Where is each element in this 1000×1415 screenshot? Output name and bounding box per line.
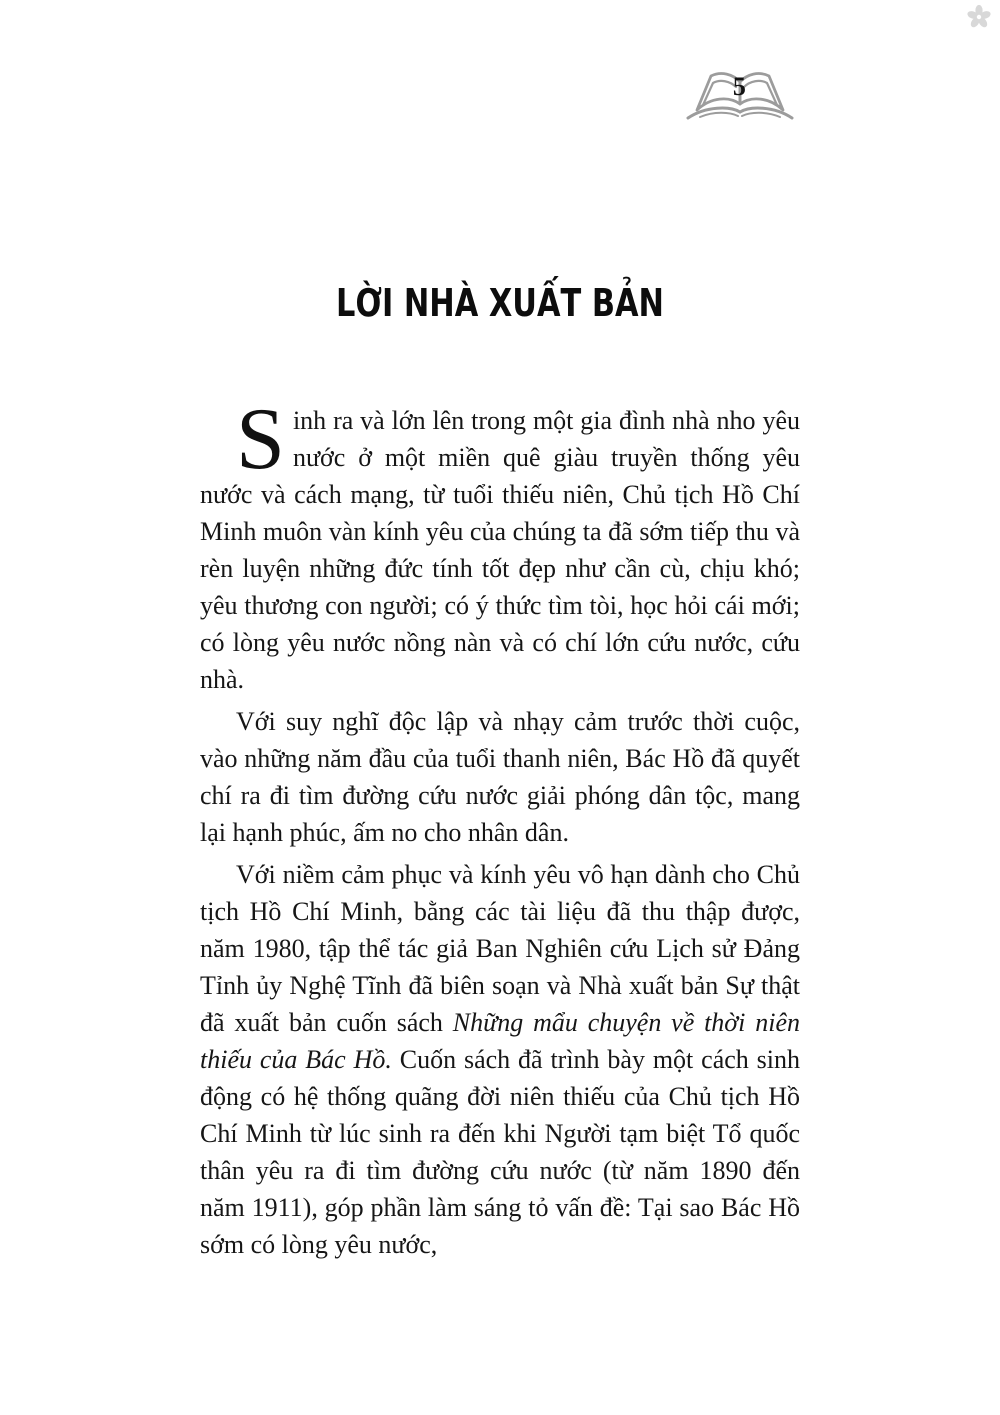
text-run: Với suy nghĩ độc lập và nhạy cảm trước thời cuộc, vào những năm đầu của tuổi thanh niên, Bác Hồ đã quyết chí ra đi tìm đường cứu nước giải phóng dân tộc, mang lại hạnh phúc, ấm no cho nhân dân. [200, 707, 800, 847]
flower-ornament-svg [966, 4, 992, 30]
flower-ornament-icon [966, 4, 992, 30]
paragraph [200, 856, 800, 1263]
drop-cap: S [236, 391, 285, 488]
text-run: inh ra và lớn lên trong một gia đình nhà nho yêu nước ở một miền quê giàu truyền thống yêu nước và cách mạng, từ tuổi thiếu niên, Chủ tịch Hồ Chí Minh muôn vàn kính yêu của chúng ta đã sớm tiếp thu và rèn luyện những đức tính tốt đẹp như cần cù, chịu khó; yêu thương con người; có ý thức tìm tòi, học hỏi cái mới; có lòng yêu nước nồng nàn và có chí lớn cứu nước, cứu nhà. [200, 406, 800, 694]
open-book-icon [686, 66, 794, 124]
page-number: 5 [732, 72, 746, 101]
text-run: Cuốn sách đã trình bày một cách sinh động có hệ thống quãng đời niên thiếu của Chủ tịch Hồ Chí Minh từ lúc sinh ra đến khi Người tạm biệt Tổ quốc thân yêu ra đi tìm đường cứu nước (từ năm 1890 đến năm 1911), góp phần làm sáng tỏ vấn đề: Tại sao Bác Hồ sớm có lòng yêu nước, [200, 1045, 800, 1259]
paragraph [200, 703, 800, 851]
text-run: Với niềm cảm phục và kính yêu vô hạn dành cho Chủ tịch Hồ Chí Minh, bằng các tài liệu đã thu thập được, năm 1980, tập thể tác giả Ban Nghiên cứu Lịch sử Đảng Tỉnh ủy Nghệ Tĩnh đã biên soạn và Nhà xuất bản Sự thật đã xuất bản cuốn sách [200, 860, 800, 1037]
chapter-title: LỜI NHÀ XUẤT BẢN [336, 281, 664, 325]
book-title-italic: Những mẩu chuyện về thời niên thiếu của Bác Hồ. [200, 1008, 800, 1074]
body-text [200, 391, 800, 1268]
paragraph [200, 391, 800, 698]
